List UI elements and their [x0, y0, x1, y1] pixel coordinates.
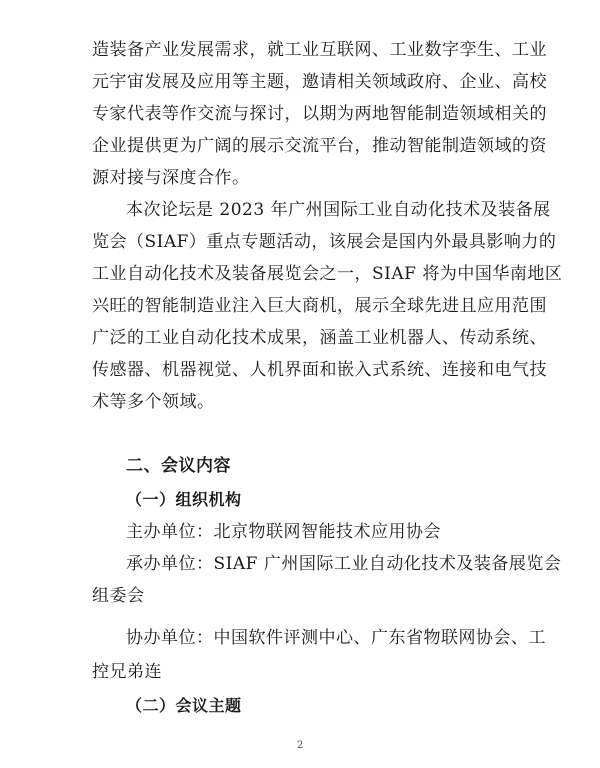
paragraph2-line-7: 术等多个领域。: [92, 392, 215, 412]
paragraph2-line-2: 览会（SIAF）重点专题活动，该展会是国内外最具影响力的: [92, 232, 557, 252]
subsection-heading-meeting-theme: （二）会议主题: [126, 696, 242, 715]
subsection-heading-organization: （一）组织机构: [126, 490, 242, 509]
paragraph2-line-5: 广泛的工业自动化技术成果，涵盖工业机器人、传动系统、: [92, 328, 547, 348]
co-organizer-unit-line-1: 协办单位：中国软件评测中心、广东省物联网协会、工: [126, 628, 546, 648]
paragraph1-line-1: 造装备产业发展需求，就工业互联网、工业数字孪生、工业: [92, 40, 547, 60]
section-heading-meeting-content: 二、会议内容: [126, 456, 231, 476]
paragraph2-line-1: 本次论坛是 2023 年广州国际工业自动化技术及装备展: [126, 200, 551, 220]
paragraph1-line-3: 专家代表等作交流与探讨，以期为两地智能制造领域相关的: [92, 104, 547, 124]
co-organizer-unit-line-2: 控兄弟连: [92, 662, 162, 682]
paragraph2-line-6: 传感器、机器视觉、人机界面和嵌入式系统、连接和电气技: [92, 360, 547, 380]
page-number: 2: [296, 740, 304, 751]
paragraph1-line-4: 企业提供更为广阔的展示交流平台，推动智能制造领域的资: [92, 136, 547, 156]
host-unit: 主办单位：北京物联网智能技术应用协会: [126, 522, 441, 542]
paragraph2-line-3: 工业自动化技术及装备展览会之一，SIAF 将为中国华南地区: [92, 264, 563, 284]
organizer-unit-line-2: 组委会: [92, 586, 145, 606]
paragraph1-line-5: 源对接与深度合作。: [92, 168, 250, 188]
organizer-unit-line-1: 承办单位：SIAF 广州国际工业自动化技术及装备展览会: [126, 554, 562, 574]
paragraph2-line-4: 兴旺的智能制造业注入巨大商机，展示全球先进且应用范围: [92, 296, 547, 316]
paragraph1-line-2: 元宇宙发展及应用等主题，邀请相关领域政府、企业、高校: [92, 72, 547, 92]
